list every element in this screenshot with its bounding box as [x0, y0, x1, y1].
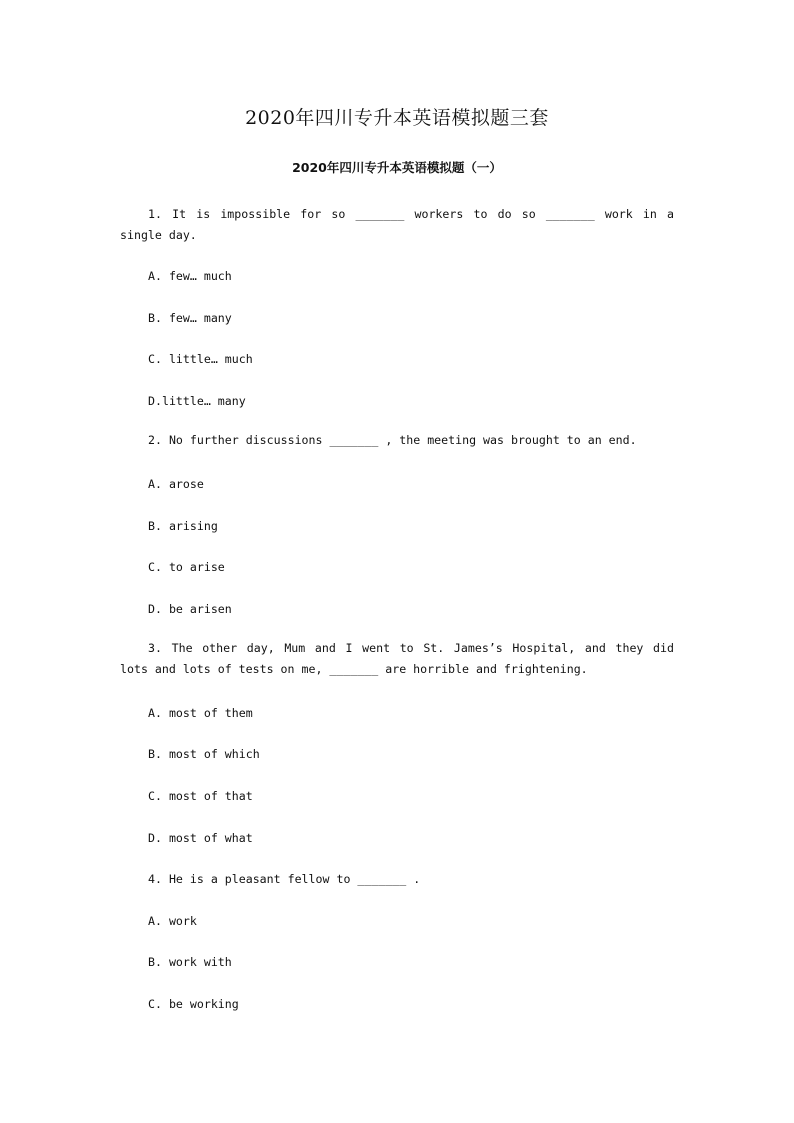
question-3-option-a: A. most of them	[148, 706, 253, 720]
question-3-text-continued: lots and lots of tests on me, _______ are horrible and frightening.	[120, 662, 588, 676]
question-4-option-b: B. work with	[148, 955, 232, 969]
section-title: 2020年四川专升本英语模拟题（一）	[292, 160, 502, 175]
question-1-option-b: B. few… many	[148, 311, 232, 325]
question-3-option-c: C. most of that	[148, 789, 253, 803]
question-3-option-b: B. most of which	[148, 747, 260, 761]
question-2-text: 2. No further discussions _______ , the meeting was brought to an end.	[148, 433, 637, 447]
question-1-option-d: D.little… many	[148, 394, 246, 408]
question-2-option-a: A. arose	[148, 477, 204, 491]
question-1-option-c: C. little… much	[148, 352, 253, 366]
question-1-option-a: A. few… much	[148, 269, 232, 283]
question-2-option-b: B. arising	[148, 519, 218, 533]
question-1-text: 1. It is impossible for so _______ workers to do so _______ work in a	[148, 207, 674, 221]
question-2-option-d: D. be arisen	[148, 602, 232, 616]
question-3-text: 3. The other day, Mum and I went to St. James’s Hospital, and they did	[148, 641, 674, 655]
question-2-option-c: C. to arise	[148, 560, 225, 574]
question-4-option-a: A. work	[148, 914, 197, 928]
document-title: 2020年四川专升本英语模拟题三套	[245, 107, 549, 129]
question-4-option-c: C. be working	[148, 997, 239, 1011]
question-3-option-d: D. most of what	[148, 831, 253, 845]
question-4-text: 4. He is a pleasant fellow to _______ .	[148, 872, 421, 886]
question-1-text-continued: single day.	[120, 228, 197, 242]
